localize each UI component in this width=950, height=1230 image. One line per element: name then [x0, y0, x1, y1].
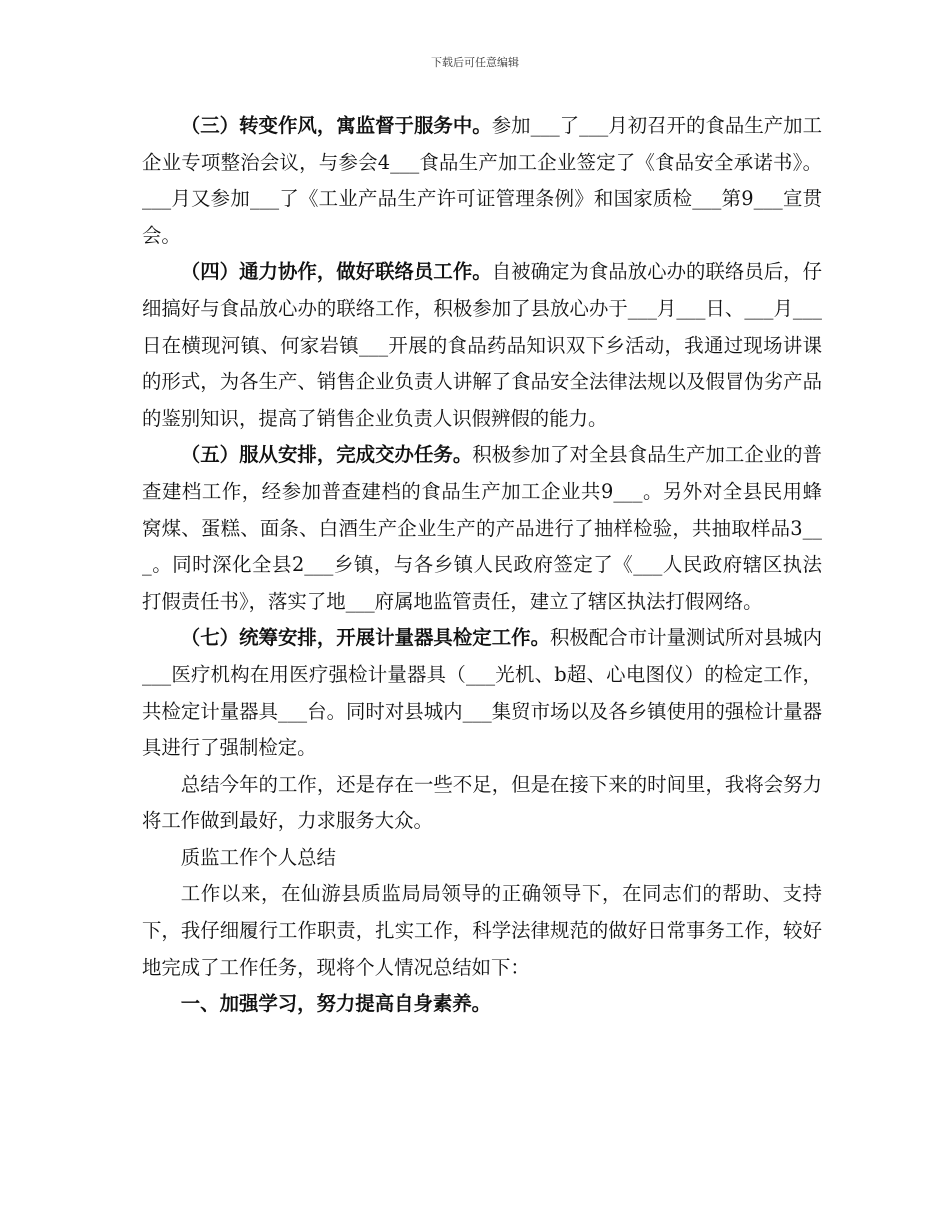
paragraph-4: [142, 254, 822, 437]
document-body: [142, 108, 822, 1023]
page-header: 下载后可任意编辑: [431, 56, 519, 69]
paragraph-text: 积极配合市计量测试所对县城内___医疗机构在用医疗强检计量器具（___光机、b超、心电图仪）的检定工作，共检定计量器具___台。同时对县城内___集贸市场以及各乡镇使用的强检计量器具进行了强制检定。: [142, 626, 823, 760]
paragraph-5: [142, 437, 822, 620]
paragraph-summary: [142, 767, 822, 840]
paragraph-text: 积极参加了对全县食品生产加工企业的普查建档工作，经参加普查建档的食品生产加工企业共9___。另外对全县民用蜂窝煤、蛋糕、面条、白酒生产企业生产的产品进行了抽样检验，共抽取样品3___。同时深化全县2___乡镇，与各乡镇人民政府签定了《___人民政府辖区执法打假责任书》，落实了地___府属地监管责任，建立了辖区执法打假网络。: [142, 443, 823, 613]
paragraph-lead: （四）通力协作，做好联络员工作。: [180, 260, 492, 284]
heading-one: 一、加强学习，努力提高自身素养。: [180, 992, 492, 1016]
paragraph-text: 总结今年的工作，还是存在一些不足，但是在接下来的时间里，我将会努力将工作做到最好，力求服务大众。: [142, 772, 822, 833]
paragraph-lead: （七）统筹安排，开展计量器具检定工作。: [180, 626, 550, 650]
paragraph-lead: （三）转变作风，寓监督于服务中。: [180, 114, 492, 137]
paragraph-lead: （五）服从安排，完成交办任务。: [180, 443, 473, 467]
paragraph-text: 参加___了___月初召开的食品生产加工企业专项整治会议，与参会4___食品生产加工企业签定了《食品安全承诺书》。___月又参加___了《工业产品生产许可证管理条例》和国家质检___第9___宣贯会。: [142, 114, 823, 247]
paragraph-7: [142, 620, 822, 766]
section-title: 质监工作个人总结: [180, 845, 336, 869]
paragraph-3: [142, 108, 822, 254]
paragraph-text: 自被确定为食品放心办的联络员后，仔细搞好与食品放心办的联络工作，积极参加了县放心办于___月___日、___月___日在横现河镇、何家岩镇___开展的食品药品知识双下乡活动，我通过现场讲课的形式，为各生产、销售企业负责人讲解了食品安全法律法规以及假冒伪劣产品的鉴别知识，提高了销售企业负责人识假辨假的能力。: [142, 260, 822, 430]
intro-paragraph: 工作以来，在仙游县质监局局领导的正确领导下，在同志们的帮助、支持下，我仔细履行工作职责，扎实工作，科学法律规范的做好日常事务工作，较好地完成了工作任务，现将个人情况总结如下：: [142, 882, 822, 979]
